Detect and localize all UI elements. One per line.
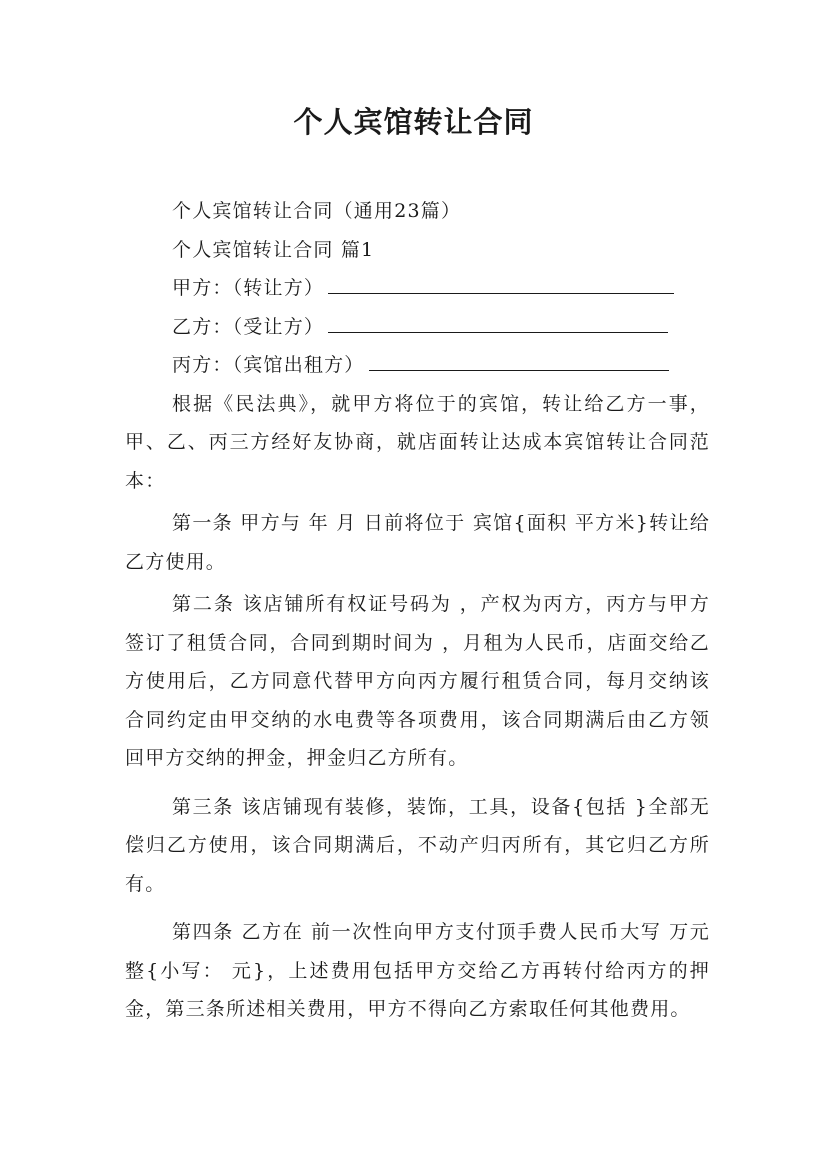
party-b-label: 乙方：（受让方） bbox=[172, 315, 325, 338]
article-3-paragraph: 第三条 该店铺现有装修，装饰，工具，设备{包括 }全部无偿归乙方使用，该合同期满后，不动产归丙所有，其它归乙方所有。 bbox=[125, 795, 710, 895]
intro-paragraph: 根据《民法典》，就甲方将位于的宾馆，转让给乙方一事，甲、乙、丙三方经好友协商，就店面转让达成本宾馆转让合同范本： bbox=[125, 392, 710, 492]
spacer bbox=[125, 778, 710, 788]
party-c-label: 丙方：（宾馆出租方） bbox=[172, 354, 365, 376]
article-2-paragraph: 第二条 该店铺所有权证号码为 ，产权为丙方，丙方与甲方签订了租赁合同，合同到期时间为 ，月租为人民币，店面交给乙方使用后，乙方同意代替甲方向丙方履行租赁合同，每月交纳该合同约定由甲交纳的水电费等各项费用，该合同期满后由乙方领回甲方交纳的押金，押金归乙方所有。 bbox=[125, 593, 710, 769]
article-4-paragraph: 第四条 乙方在 前一次性向甲方支付顶手费人民币大写 万元整{小写： 元}，上述费用包括甲方交给乙方再转付给丙方的押金，第三条所述相关费用，甲方不得向乙方索取任何其他费用。 bbox=[125, 921, 710, 1020]
party-c-blank bbox=[369, 352, 669, 371]
document-subtitle: 个人宾馆转让合同（通用23篇） bbox=[172, 200, 462, 222]
article-1-paragraph: 第一条 甲方与 年 月 日前将位于 宾馆{面积 平方米}转让给乙方使用。 bbox=[125, 512, 710, 573]
party-b-line bbox=[125, 308, 710, 347]
party-a-blank bbox=[328, 275, 674, 294]
document-body bbox=[125, 192, 710, 1029]
document-title: 个人宾馆转让合同 bbox=[293, 105, 534, 139]
party-c-line bbox=[125, 346, 710, 385]
party-a-line bbox=[125, 269, 710, 308]
party-b-blank bbox=[328, 314, 668, 333]
spacer bbox=[125, 903, 710, 913]
section-heading: 个人宾馆转让合同 篇1 bbox=[172, 238, 375, 261]
party-a-label: 甲方：（转让方） bbox=[172, 277, 325, 299]
